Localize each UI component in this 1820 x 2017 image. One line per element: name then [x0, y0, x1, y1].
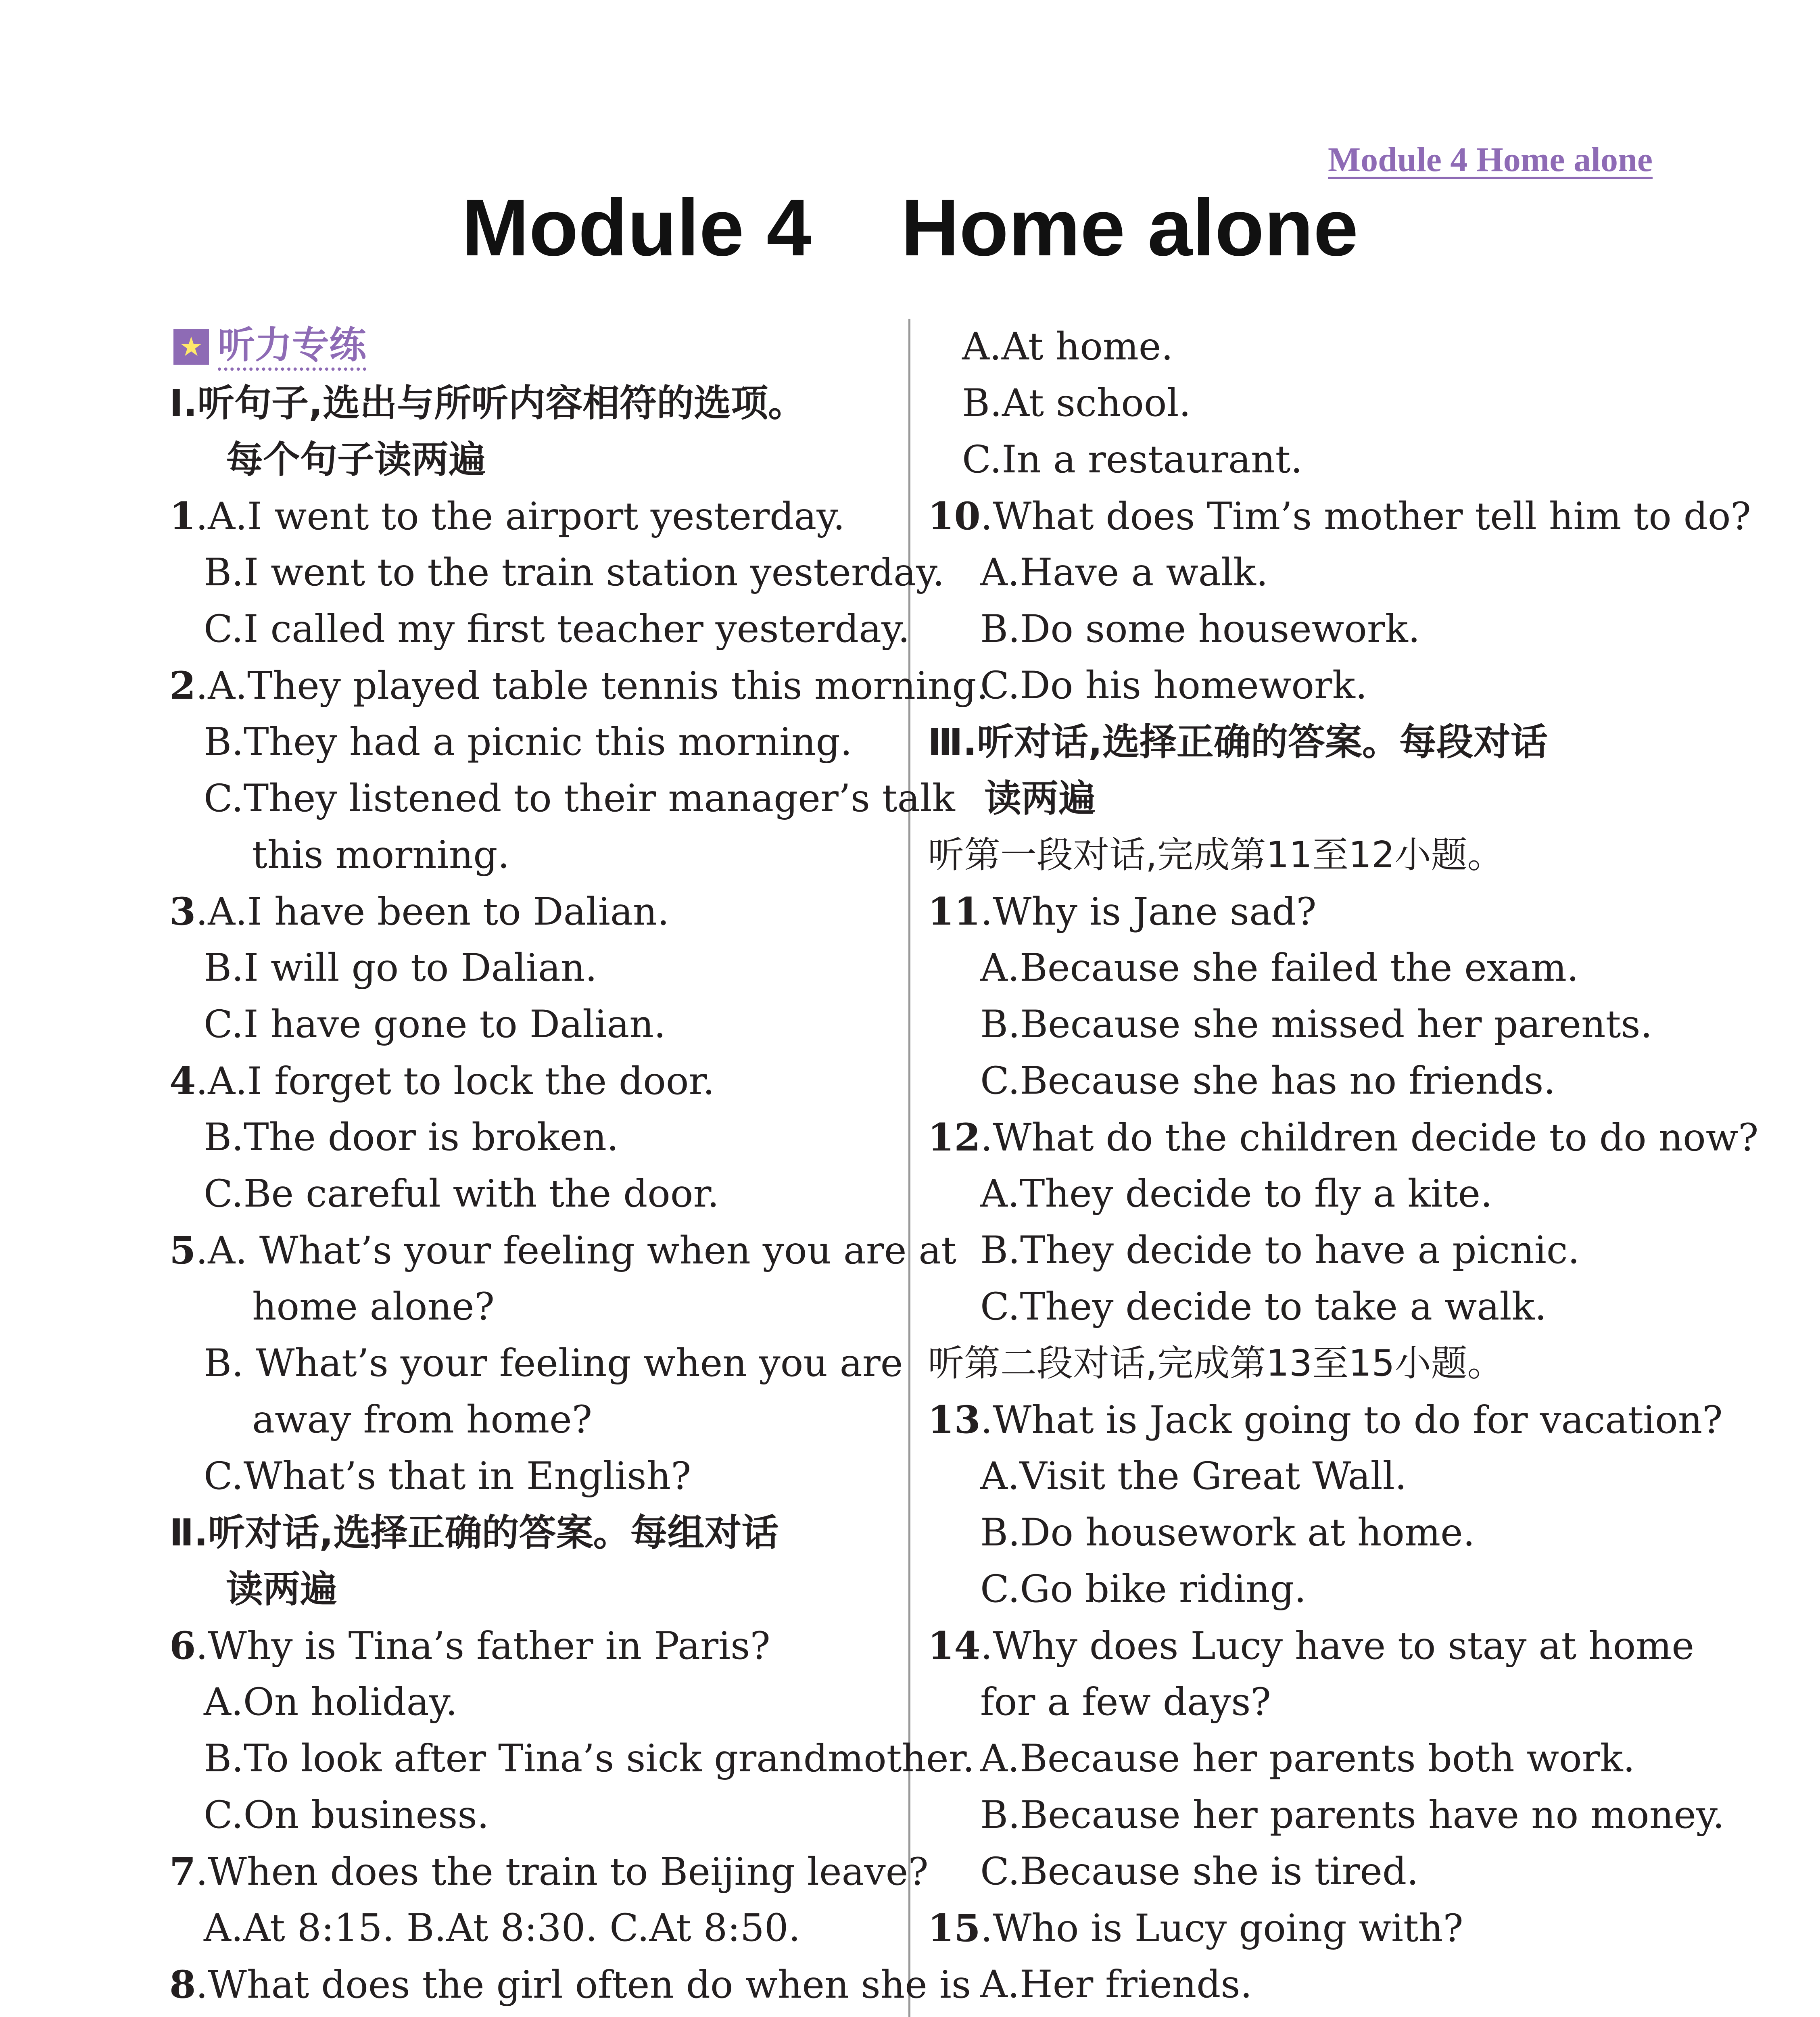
- question-text: .Who is Lucy going with?: [980, 1906, 1463, 1950]
- section-heading: Ⅱ.听对话,选择正确的答案。每组对话: [169, 1511, 779, 1554]
- question-number: 6: [169, 1624, 196, 1668]
- question: [169, 883, 895, 940]
- question-number: 4: [169, 1059, 196, 1103]
- answer-option: B.They decide to have a picnic.: [980, 1228, 1580, 1272]
- question: [169, 488, 895, 545]
- answer-option: B.Because her parents have no money.: [980, 1793, 1725, 1837]
- answer-option: away from home?: [252, 1398, 593, 1442]
- question-number: 2: [169, 664, 196, 708]
- question: [928, 1392, 1723, 1448]
- listening-section-label: 听力专练: [218, 323, 366, 371]
- answer-option: home alone?: [252, 1285, 495, 1329]
- answer-option: A.Have a walk.: [980, 551, 1268, 595]
- question-text: .A.I have been to Dalian.: [196, 890, 670, 934]
- answer-option: B.Do some housework.: [980, 607, 1420, 651]
- question: [169, 1844, 929, 1900]
- section-heading: Ⅰ.听句子,选出与所听内容相符的选项。: [169, 382, 806, 425]
- question-number: 1: [169, 494, 196, 539]
- question: [928, 1900, 1650, 1956]
- answer-option: C.They listened to their manager’s talk: [204, 777, 955, 821]
- question: [169, 1053, 895, 1109]
- question: [928, 488, 1751, 545]
- section-heading: 每个句子读两遍: [226, 438, 486, 481]
- answer-option: C.They decide to take a walk.: [980, 1285, 1547, 1329]
- answer-option: C.Because she has no friends.: [980, 1059, 1556, 1103]
- answer-option: C.I called my first teacher yesterday.: [204, 607, 910, 651]
- answer-option: C.I have gone to Dalian.: [204, 1002, 666, 1046]
- question-number: 5: [169, 1228, 196, 1273]
- answer-option: C.Be careful with the door.: [204, 1172, 719, 1216]
- question-number: 8: [169, 1963, 196, 2007]
- answer-option: B.They had a picnic this morning.: [204, 720, 852, 764]
- question-number: 15: [928, 1906, 981, 1950]
- answer-option: B.Because she missed her parents.: [980, 1002, 1653, 1046]
- question-text: .A.They played table tennis this morning.: [196, 664, 989, 708]
- running-header: Module 4 Home alone: [1328, 140, 1653, 179]
- section-heading: 读两遍: [984, 777, 1096, 820]
- answer-option: C.Go bike riding.: [980, 1567, 1307, 1611]
- question-text: .When does the train to Beijing leave?: [196, 1850, 929, 1894]
- question-text: .What does the girl often do when she is: [196, 1963, 971, 2007]
- answer-option: C.Because she is tired.: [980, 1850, 1419, 1894]
- section-heading: Ⅲ.听对话,选择正确的答案。每段对话: [928, 720, 1548, 764]
- question-text: .What does Tim’s mother tell him to do?: [980, 495, 1751, 539]
- answer-option: A.Visit the Great Wall.: [980, 1454, 1407, 1498]
- answer-option: B.The door is broken.: [204, 1115, 619, 1159]
- answer-option: C.In a restaurant.: [962, 438, 1303, 482]
- question-text: .Why is Tina’s father in Paris?: [196, 1624, 770, 1668]
- question-number: 7: [169, 1850, 196, 1894]
- answer-option: B.Do housework at home.: [980, 1511, 1475, 1555]
- answer-option: this morning.: [252, 833, 510, 877]
- question: [928, 1109, 1759, 1166]
- answer-option: A.They decide to fly a kite.: [980, 1172, 1492, 1216]
- question-number: 10: [928, 494, 981, 539]
- question-number: 14: [928, 1624, 981, 1668]
- dialogue-instruction: 听第一段对话,完成第11至12小题。: [928, 834, 1504, 876]
- question-number: 12: [928, 1115, 981, 1160]
- question-text: .Why does Lucy have to stay at home: [980, 1624, 1695, 1668]
- star-icon: ★: [173, 329, 209, 365]
- listening-section-heading: [173, 319, 895, 375]
- question: [169, 658, 989, 714]
- question-text: .What do the children decide to do now?: [980, 1116, 1759, 1160]
- question-text: .A. What’s your feeling when you are at: [196, 1229, 957, 1273]
- answer-option: B.I will go to Dalian.: [204, 946, 597, 990]
- answer-option: A.At home.: [962, 325, 1173, 369]
- question: [169, 1618, 895, 1674]
- question-text: .What is Jack going to do for vacation?: [980, 1398, 1723, 1442]
- answer-option: [928, 2013, 1650, 2017]
- question: [928, 1618, 1695, 1674]
- section-heading: 读两遍: [226, 1568, 338, 1611]
- answer-option: A.At 8:15. B.At 8:30. C.At 8:50.: [204, 1906, 801, 1950]
- answer-option: for a few days?: [980, 1680, 1271, 1724]
- question-text: .Why is Jane sad?: [980, 890, 1317, 934]
- answer-option: C.What’s that in English?: [204, 1454, 691, 1498]
- answer-option: A.Her friends.: [980, 1963, 1252, 2007]
- answer-option: A.Because her parents both work.: [980, 1737, 1635, 1781]
- answer-option: A.On holiday.: [204, 1680, 458, 1724]
- question-number: 11: [928, 889, 981, 934]
- question: [928, 883, 1650, 940]
- answer-option: B.At school.: [962, 381, 1191, 425]
- answer-option: B.I went to the train station yesterday.: [204, 551, 945, 595]
- answer-option: C.Do his homework.: [980, 664, 1367, 708]
- question: [169, 1956, 971, 2013]
- question-number: 13: [928, 1398, 981, 1442]
- question-text: .A.I forget to lock the door.: [196, 1059, 715, 1103]
- page-title: Module 4 Home alone: [461, 183, 1359, 273]
- answer-option: A.Because she failed the exam.: [980, 946, 1579, 990]
- answer-option: [169, 2013, 895, 2017]
- question-number: 3: [169, 889, 196, 934]
- dialogue-instruction: 听第二段对话,完成第13至15小题。: [928, 1342, 1504, 1384]
- answer-option: B.To look after Tina’s sick grandmother.: [204, 1737, 975, 1781]
- answer-option: B. What’s your feeling when you are: [204, 1341, 903, 1385]
- question-text: .A.I went to the airport yesterday.: [196, 495, 845, 539]
- answer-option: C.On business.: [204, 1793, 489, 1837]
- question: [169, 1222, 957, 1279]
- right-column: [928, 319, 1759, 2017]
